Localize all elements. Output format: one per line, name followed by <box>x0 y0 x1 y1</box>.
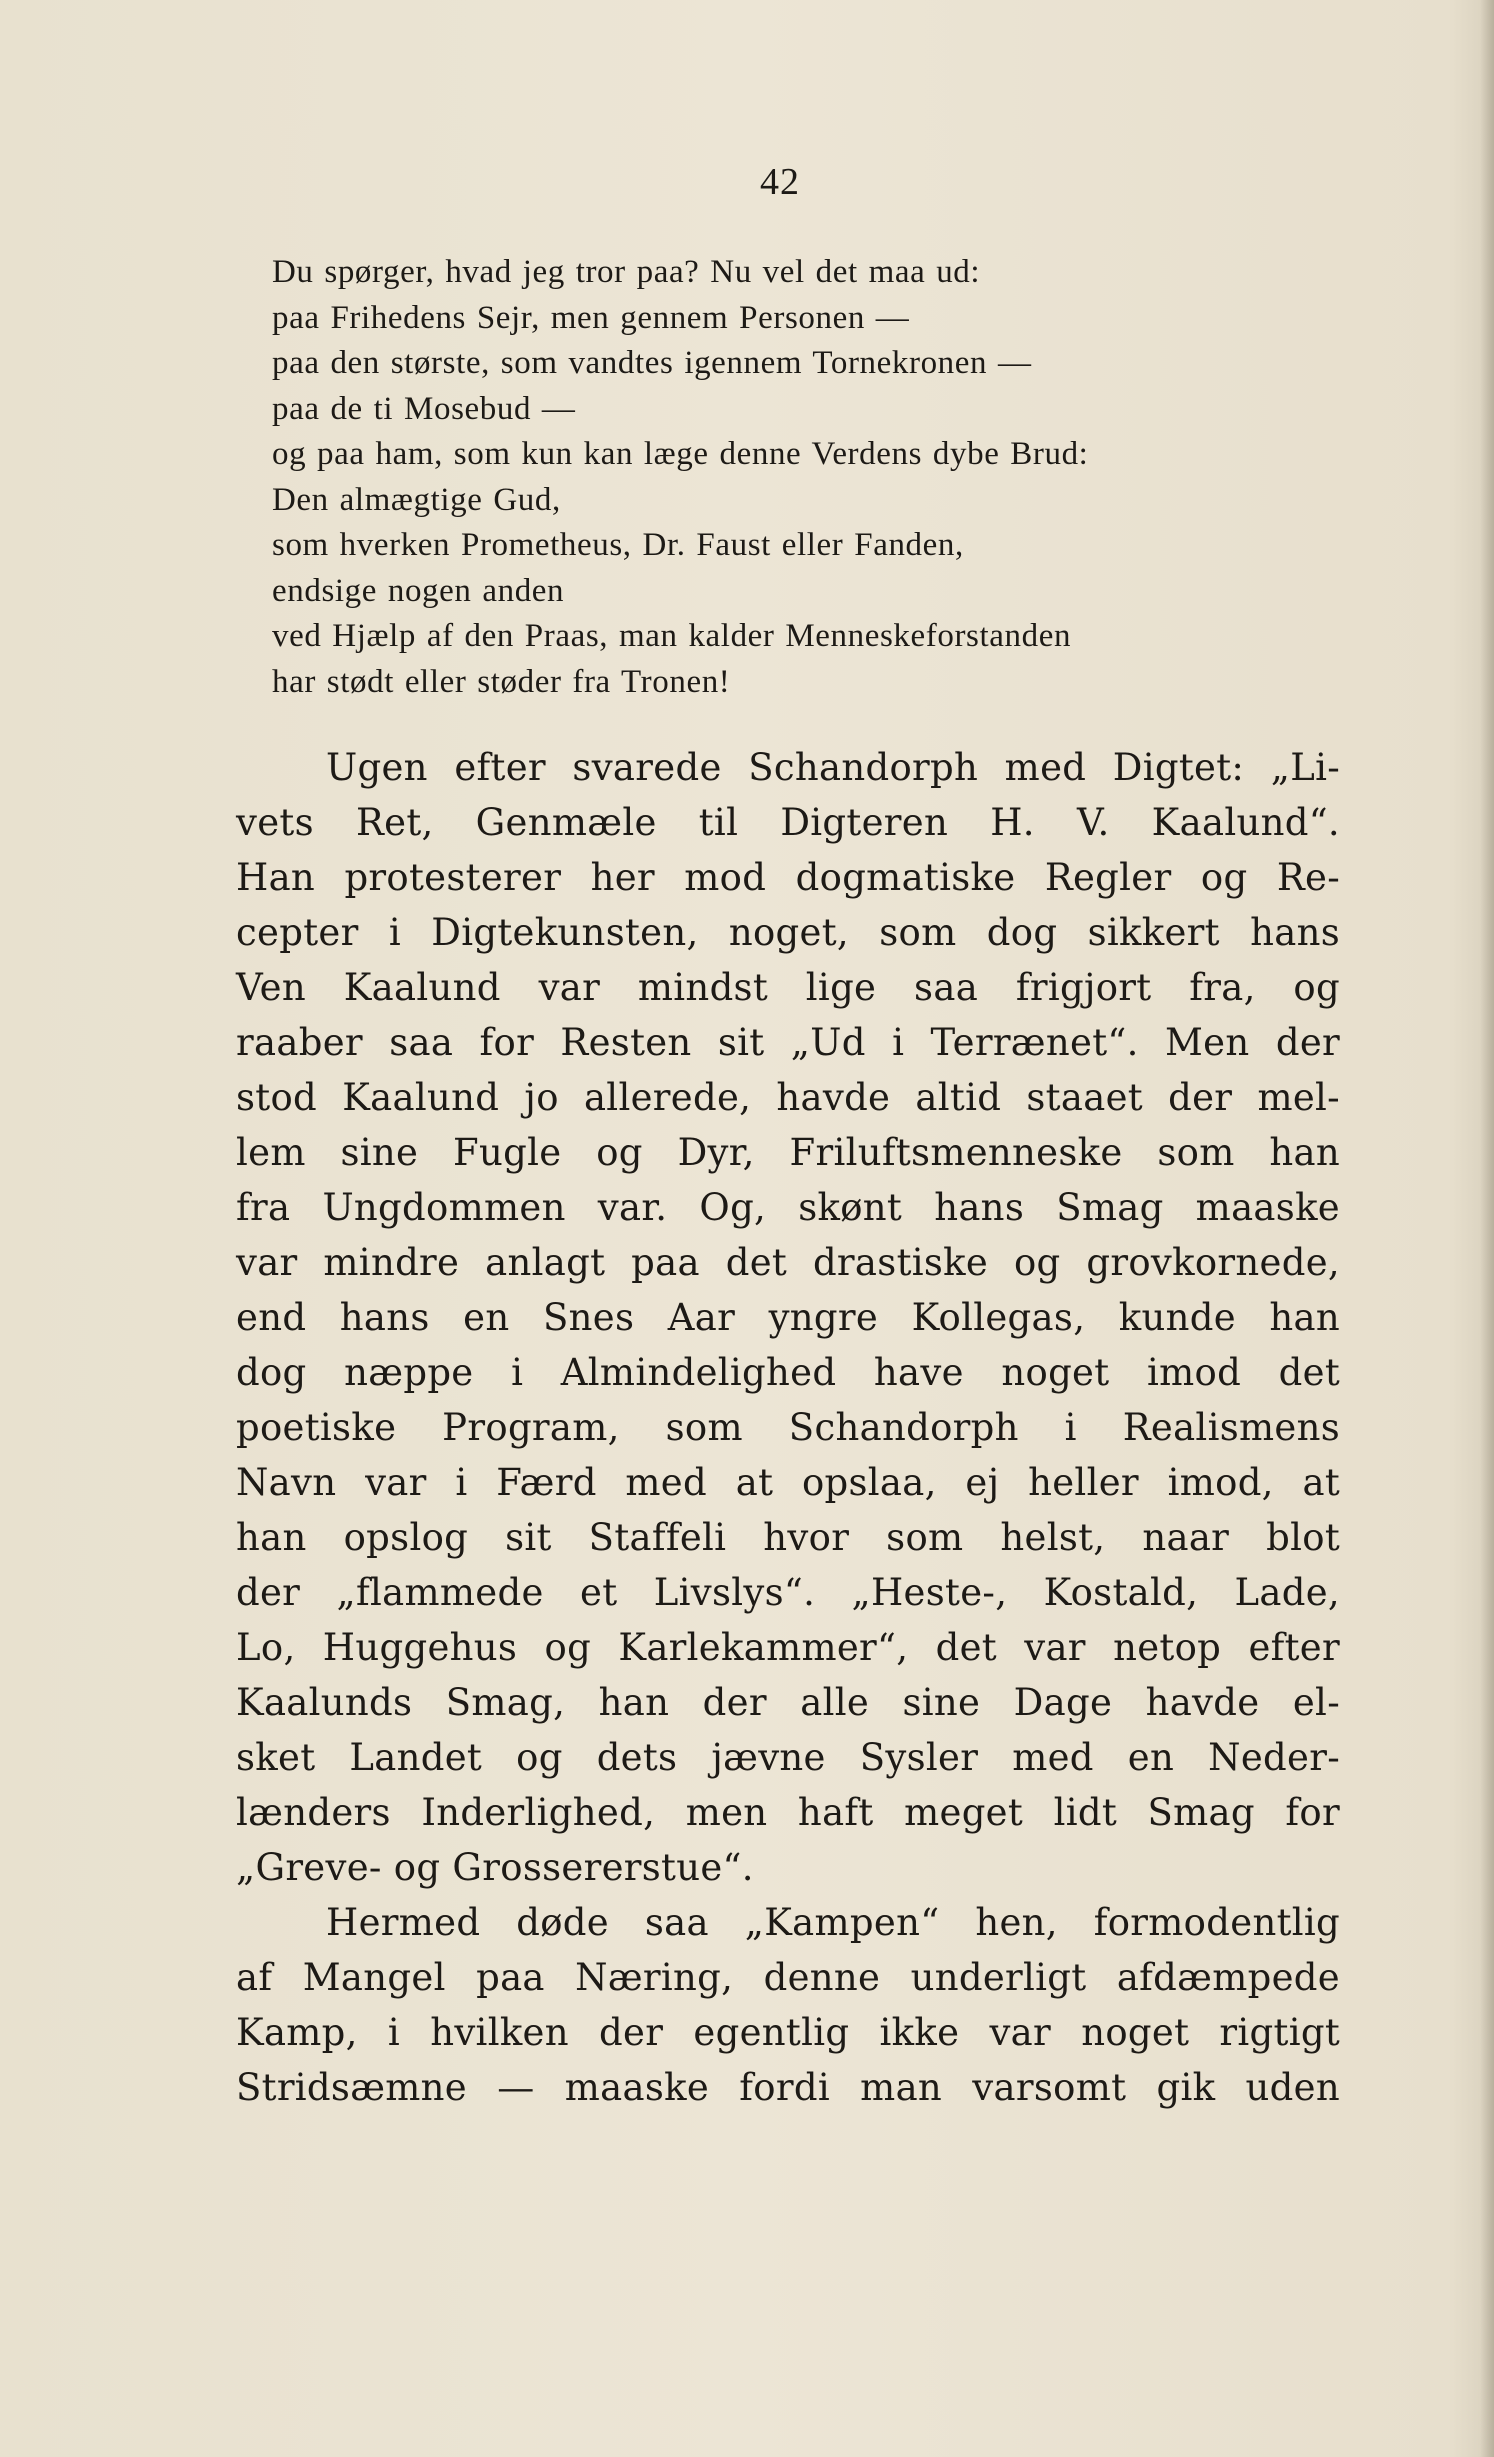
prose-line: Hermed døde saa „Kampen“ hen, formodentlig <box>326 1901 1340 1944</box>
prose-line: Navn var i Færd med at opslaa, ej heller imod, at <box>236 1461 1340 1504</box>
prose-line: var mindre anlagt paa det drastiske og grovkornede, <box>236 1241 1340 1284</box>
poem-line: Du spørger, hvad jeg tror paa? Nu vel det maa ud: <box>272 254 981 290</box>
prose-line: dog næppe i Almindelighed have noget imod det <box>236 1351 1340 1394</box>
prose-line: lem sine Fugle og Dyr, Friluftsmenneske som han <box>236 1131 1340 1174</box>
poem-line: har stødt eller støder fra Tronen! <box>272 663 731 700</box>
prose-body <box>236 740 1340 2115</box>
prose-line: Ugen efter svarede Schandorph med Digtet: „Li- <box>326 746 1340 789</box>
poem-line: paa de ti Mosebud — <box>272 390 576 427</box>
poem-line: som hverken Prometheus, Dr. Faust eller Fanden, <box>272 527 964 563</box>
prose-line: Ven Kaalund var mindst lige saa frigjort fra, og <box>236 966 1340 1009</box>
prose-line: sket Landet og dets jævne Sysler med en Neder- <box>236 1736 1340 1779</box>
prose-line: Kaalunds Smag, han der alle sine Dage havde el- <box>236 1681 1340 1724</box>
prose-line: Han protesterer her mod dogmatiske Regler og Re- <box>236 856 1340 899</box>
poem-line: paa Frihedens Sejr, men gennem Personen — <box>272 299 910 336</box>
prose-line: vets Ret, Genmæle til Digteren H. V. Kaalund“. <box>236 801 1340 844</box>
prose-line: Lo, Huggehus og Karlekammer“, det var netop efter <box>236 1626 1340 1669</box>
poem-line: ved Hjælp af den Praas, man kalder Menneskeforstanden <box>272 618 1072 654</box>
prose-line: der „flammede et Livslys“. „Heste-, Kostald, Lade, <box>236 1571 1340 1614</box>
page-edge-shadow <box>1480 0 1494 2457</box>
prose-line: lænders Inderlighed, men haft meget lidt Smag for <box>236 1791 1340 1834</box>
prose-line: han opslog sit Staffeli hvor som helst, naar blot <box>236 1516 1340 1559</box>
page-number: 42 <box>760 161 800 203</box>
poem-line: endsige nogen anden <box>272 572 565 609</box>
prose-line: cepter i Digtekunsten, noget, som dog sikkert hans <box>236 911 1340 954</box>
poem-line: Den almægtige Gud, <box>272 481 561 518</box>
poem-line: paa den største, som vandtes igennem Tornekronen — <box>272 345 1032 381</box>
prose-line: raaber saa for Resten sit „Ud i Terrænet“. Men der <box>236 1021 1340 1064</box>
prose-line: Kamp, i hvilken der egentlig ikke var noget rigtigt <box>236 2011 1340 2054</box>
prose-line: poetiske Program, som Schandorph i Realismens <box>236 1406 1340 1449</box>
prose-line: stod Kaalund jo allerede, havde altid staaet der mel- <box>236 1076 1340 1119</box>
prose-line: af Mangel paa Næring, denne underligt afdæmpede <box>236 1956 1340 1999</box>
poem-line: og paa ham, som kun kan læge denne Verdens dybe Brud: <box>272 436 1089 472</box>
prose-line: fra Ungdommen var. Og, skønt hans Smag maaske <box>236 1186 1340 1229</box>
prose-line: „Greve- og Grossererstue“. <box>236 1846 754 1889</box>
poem-block <box>272 250 1322 705</box>
prose-line: end hans en Snes Aar yngre Kollegas, kunde han <box>236 1296 1340 1339</box>
prose-line: Stridsæmne — maaske fordi man varsomt gik uden <box>236 2066 1340 2109</box>
